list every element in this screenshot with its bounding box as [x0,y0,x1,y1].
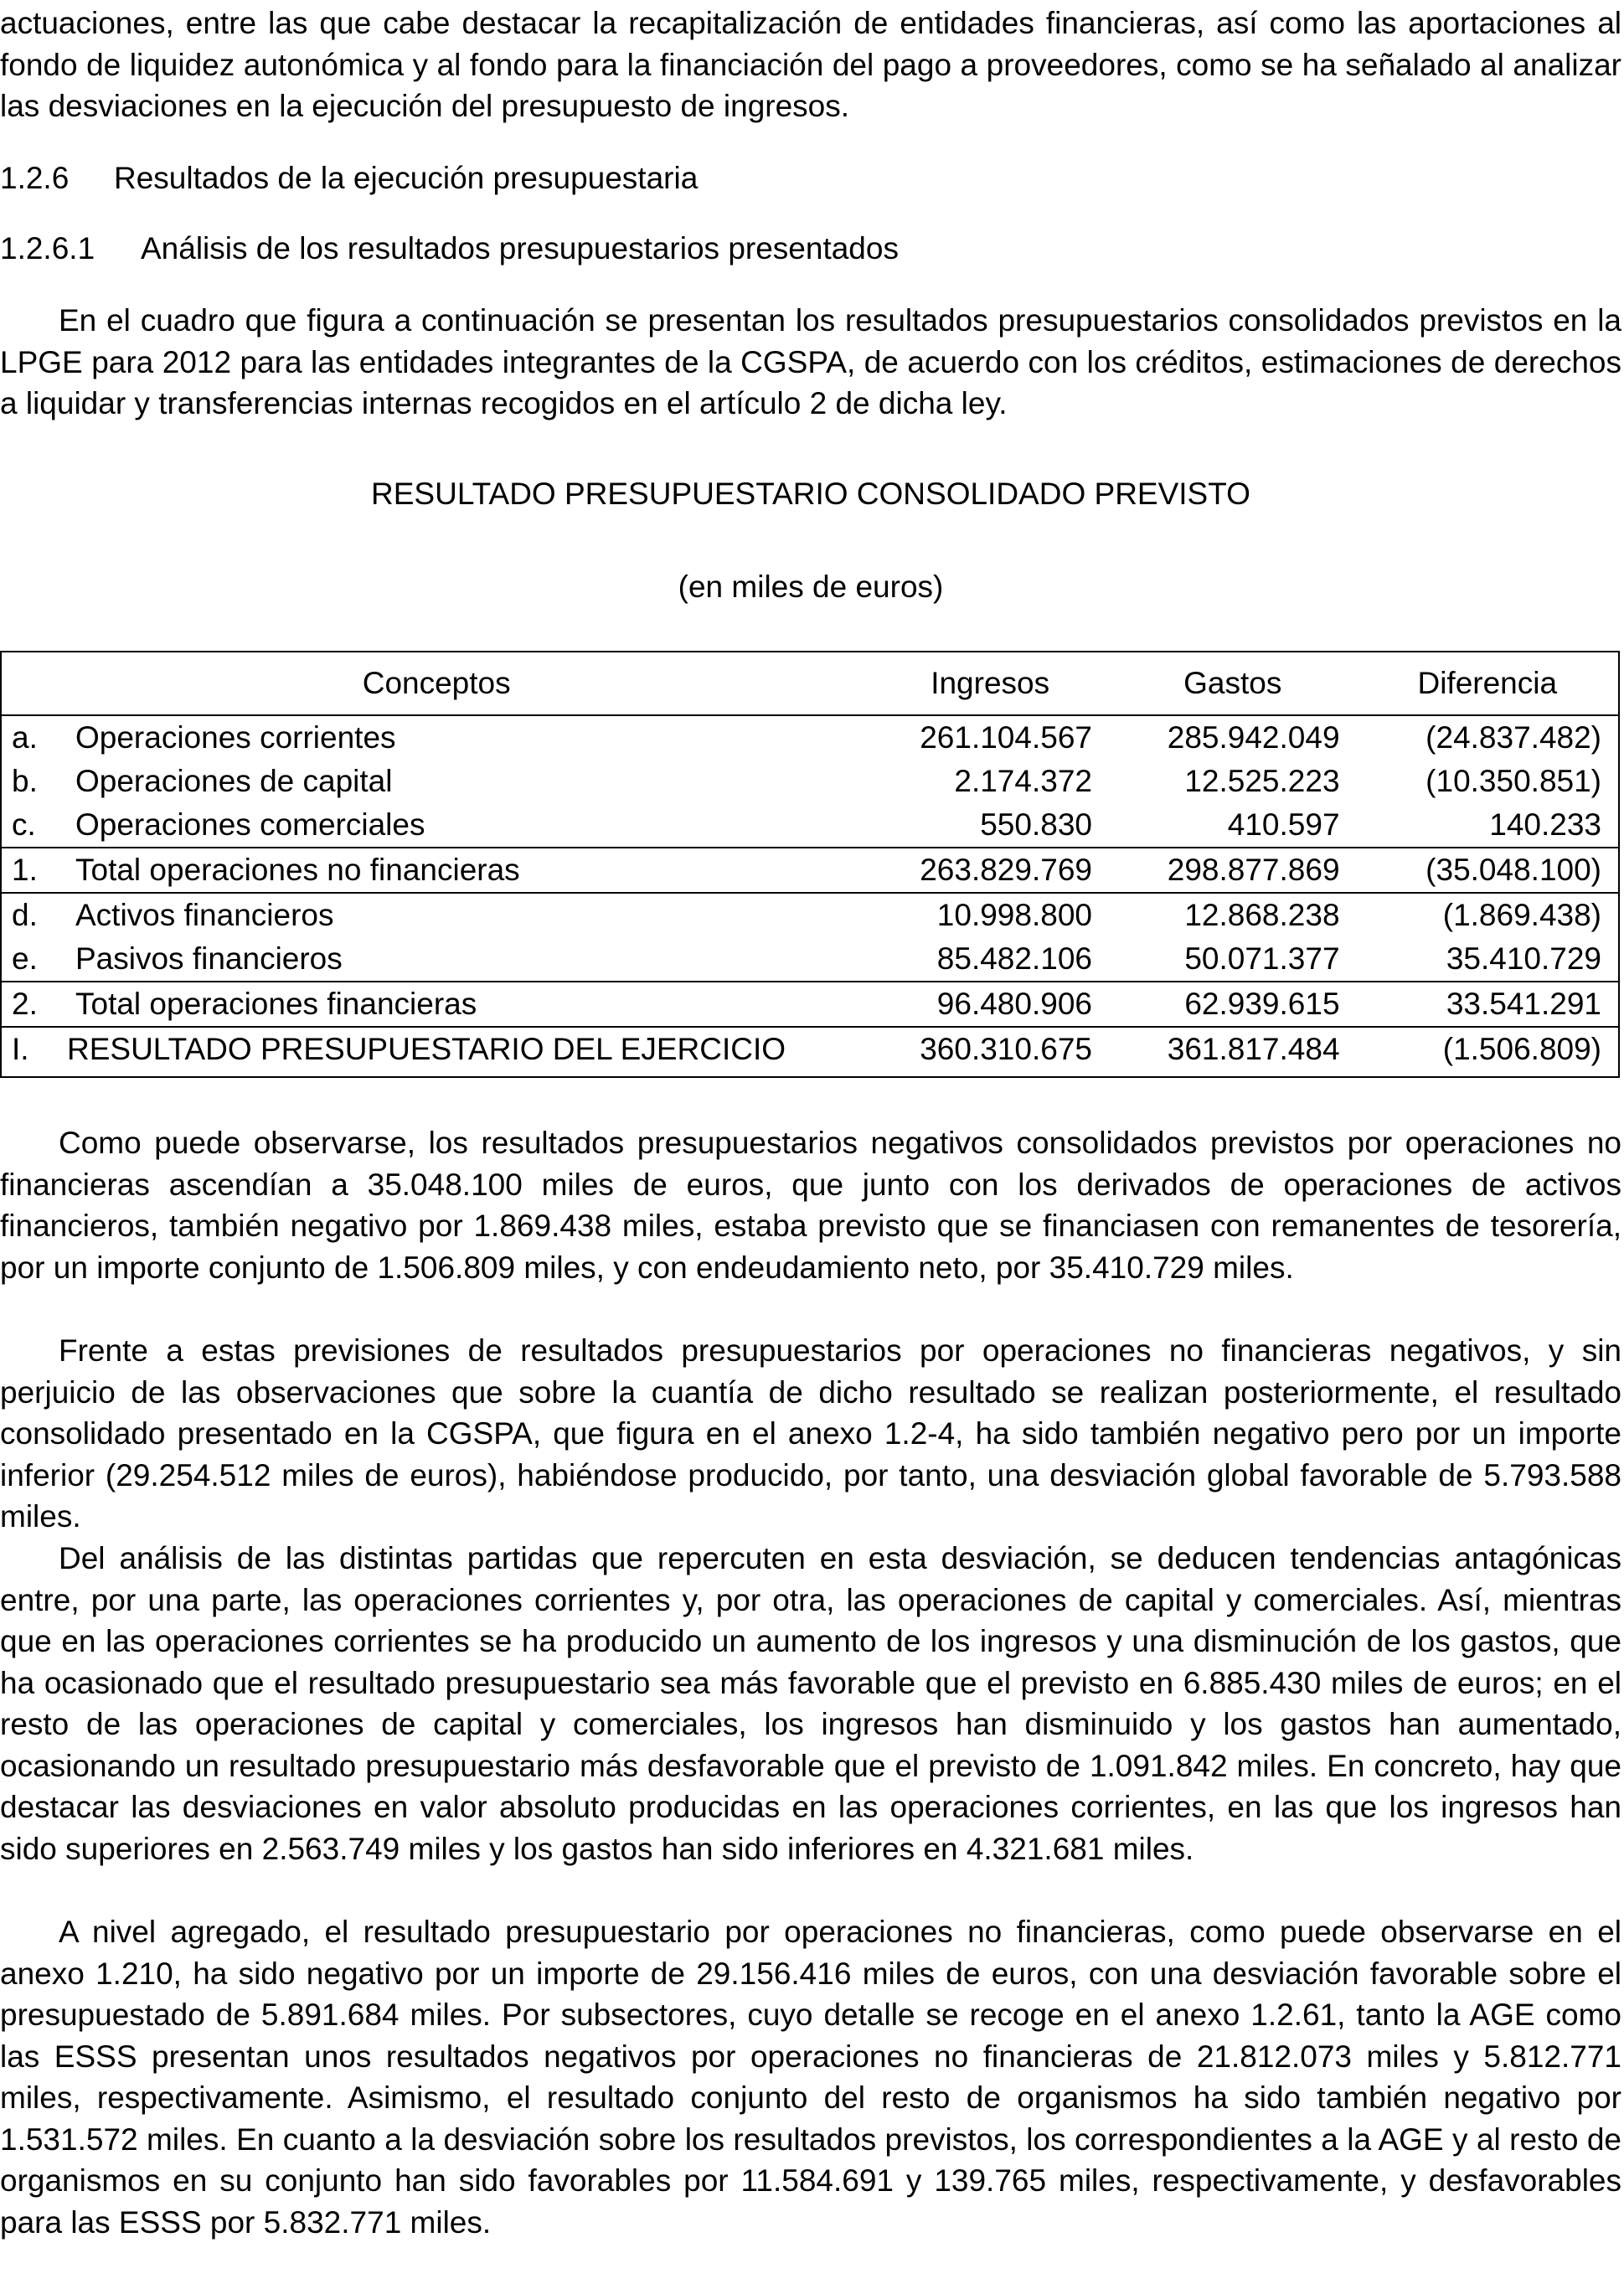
row-concept: Operaciones corrientes [75,720,396,755]
concept-cell [1,893,871,937]
paragraph-observarse: Como puede observarse, los resultados presupuestarios negativos consolidados previstos por operaciones no financieras ascendían a 35.048.100 miles de euros, que junto con los derivados de operaciones de activos financieros, también negativo por 1.869.438 miles, estaba previsto que se financiasen con remanentes de tesorería, por un importe conjunto de 1.506.809 miles, y con endeudamiento neto, por 35.410.729 miles. [0,1126,1621,1285]
paragraph-agregado: A nivel agregado, el resultado presupuestario por operaciones no financieras, como puede observarse en el anexo 1.210, ha sido negativo por un importe de 29.156.416 miles de euros, con una desviación favorable sobre el presupuestado de 5.891.684 miles. Por subsectores, cuyo detalle se recoge en el anexo 1.2.61, tanto la AGE como las ESSS presentan unos resultados negativos por operaciones no financieras de 21.812.073 miles y 5.812.771 miles, respectivamente. Asimismo, el resultado conjunto del resto de organismos ha sido también negativo por 1.531.572 miles. En cuanto a la desviación sobre los resultados previstos, los correspondientes a la AGE y al resto de organismos en su conjunto han sido favorables por 11.584.691 y 139.765 miles, respectivamente, y desfavorables para las ESSS por 5.832.771 miles. [0,1915,1621,2240]
row-concept: Activos financieros [75,898,334,933]
concept-cell [1,715,871,760]
gastos-cell: 285.942.049 [1167,720,1340,755]
diferencia-cell: (1.869.438) [1357,893,1619,937]
row-concept: Operaciones de capital [75,764,393,799]
table-row [1,715,1619,760]
header-diferencia: Diferencia [1357,652,1619,715]
budget-result-table [0,651,1620,1078]
gastos-cell: 12.525.223 [1184,764,1340,799]
header-gastos: Gastos [1109,652,1357,715]
diferencia-cell: 33.541.291 [1357,982,1619,1027]
header-conceptos: Conceptos [1,652,871,715]
diferencia-cell: 140.233 [1489,807,1601,843]
gastos-cell: 361.817.484 [1109,1027,1357,1077]
table-row-subtotal [1,982,1619,1027]
row-letter: c. [12,807,36,843]
concept-cell [1,848,871,893]
paragraph-cuadro: En el cuadro que figura a continuación se presentan los resultados presupuestarios consolidados previstos en la LPGE para 2012 para las entidades integrantes de la CGSPA, de acuerdo con los créditos, estimaciones de derechos a liquidar y transferencias internas recogidos en el artículo 2 de dicha ley. [0,303,1621,420]
section-title: Resultados de la ejecución presupuestaria [114,161,699,195]
table-row [1,803,1619,848]
row-concept: Operaciones comerciales [75,807,425,843]
table-row [1,760,1619,803]
diferencia-cell: (35.048.100) [1357,848,1619,893]
row-concept: Total operaciones no financieras [75,853,520,888]
table-row-subtotal [1,848,1619,893]
ingresos-cell: 10.998.800 [871,893,1109,937]
row-concept: RESULTADO PRESUPUESTARIO DEL EJERCICIO [67,1032,786,1067]
paragraph-intro: actuaciones, entre las que cabe destacar la recapitalización de entidades financieras, así como las aportaciones al fondo de liquidez autonómica y al fondo para la financiación del pago a proveedores, como se ha señalado al analizar las desviaciones en la ejecución del presupuesto de ingresos. [0,6,1621,123]
gastos-cell: 62.939.615 [1109,982,1357,1027]
gastos-cell: 12.868.238 [1109,893,1357,937]
diferencia-cell: (1.506.809) [1357,1027,1619,1077]
ingresos-cell: 96.480.906 [871,982,1109,1027]
row-concept: Pasivos financieros [75,941,343,977]
gastos-cell: 298.877.869 [1109,848,1357,893]
diferencia-cell: 35.410.729 [1446,941,1601,977]
row-letter: d. [12,898,38,933]
concept-cell [1,803,871,848]
table-title: RESULTADO PRESUPUESTARIO CONSOLIDADO PREVISTO [371,477,1250,511]
table-header-row [1,652,1619,715]
gastos-cell: 410.597 [1227,807,1340,843]
row-letter: a. [12,720,38,755]
section-heading-1-2-6 [0,157,698,199]
concept-cell [1,982,871,1027]
concept-cell [1,1027,871,1077]
row-letter: I. [12,1032,29,1067]
paragraph-frente: Frente a estas previsiones de resultados presupuestarios por operaciones no financieras negativos, y sin perjuicio de las observaciones que sobre la cuantía de dicho resultado se realizan posteriormente, el resultado consolidado presentado en la CGSPA, que figura en el anexo 1.2-4, ha sido también negativo pero por un importe inferior (29.254.512 miles de euros), habiéndose producido, por tanto, una desviación global favorable de 5.793.588 miles. [0,1333,1621,1534]
subsection-number: 1.2.6.1 [0,231,95,266]
table-row-total [1,1027,1619,1077]
ingresos-cell: 85.482.106 [936,941,1092,977]
row-letter: e. [12,941,38,977]
table-row [1,937,1619,982]
subsection-title: Análisis de los resultados presupuestarios presentados [141,231,899,266]
gastos-cell: 50.071.377 [1184,941,1340,977]
row-concept: Total operaciones financieras [75,987,477,1022]
table-row [1,893,1619,937]
table-units: (en miles de euros) [678,570,944,604]
ingresos-cell: 360.310.675 [871,1027,1109,1077]
section-heading-1-2-6-1 [0,228,899,270]
row-letter: 2. [12,987,38,1022]
concept-cell [1,937,871,982]
ingresos-cell: 261.104.567 [920,720,1092,755]
row-letter: b. [12,764,38,799]
header-ingresos: Ingresos [871,652,1109,715]
row-letter: 1. [12,853,38,888]
paragraph-analisis: Del análisis de las distintas partidas que repercuten en esta desviación, se deducen tendencias antagónicas entre, por una parte, las operaciones corrientes y, por otra, las operaciones de capital y comerciales. Así, mientras que en las operaciones corrientes se ha producido un aumento de los ingresos y una disminución de los gastos, que ha ocasionado que el resultado presupuestario sea más favorable que el previsto en 6.885.430 miles de euros; en el resto de las operaciones de capital y comerciales, los ingresos han disminuido y los gastos han aumentado, ocasionando un resultado presupuestario más desfavorable que el previsto de 1.091.842 miles. En concreto, hay que destacar las desviaciones en valor absoluto producidas en las operaciones corrientes, en las que los ingresos han sido superiores en 2.563.749 miles y los gastos han sido inferiores en 4.321.681 miles. [0,1541,1621,1866]
ingresos-cell: 550.830 [980,807,1092,843]
diferencia-cell: (10.350.851) [1426,764,1601,799]
concept-cell [1,760,871,803]
ingresos-cell: 263.829.769 [871,848,1109,893]
diferencia-cell: (24.837.482) [1426,720,1601,755]
ingresos-cell: 2.174.372 [954,764,1092,799]
section-number: 1.2.6 [0,161,70,195]
